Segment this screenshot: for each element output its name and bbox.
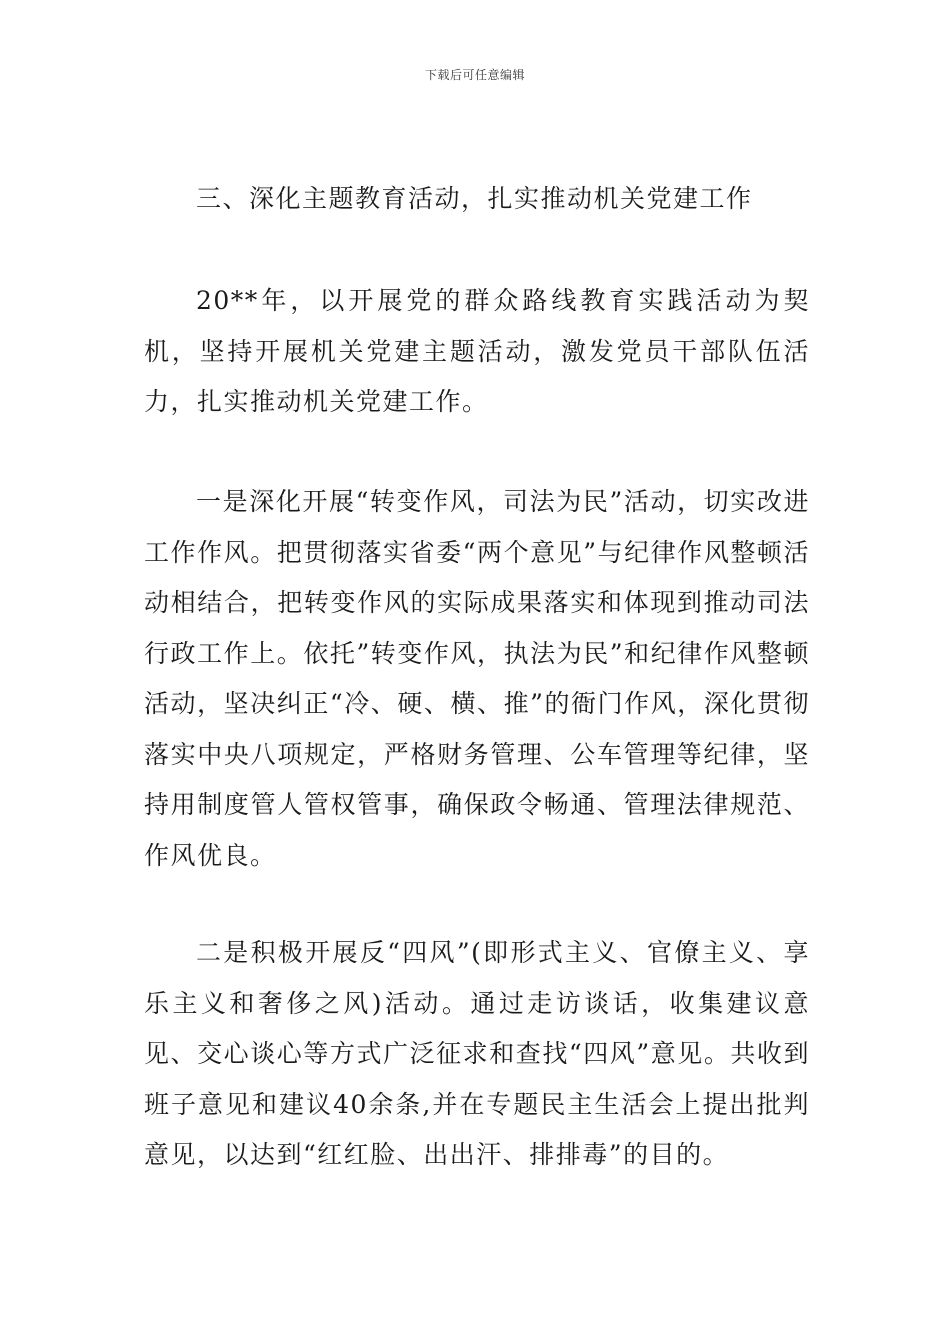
paragraph-item-two: 二是积极开展反“四风”(即形式主义、官僚主义、享乐主义和奢侈之风)活动。通过走访谈话，收集建议意见、交心谈心等方式广泛征求和查找“四风”意见。共收到班子意见和建议40余条,并在专题民主生活会上提出批判意见，以达到“红红脸、出出汗、排排毒”的目的。: [144, 938, 810, 1169]
section-heading: 三、深化主题教育活动，扎实推动机关党建工作: [196, 184, 753, 213]
paragraph-intro: 20**年，以开展党的群众路线教育实践活动为契机，坚持开展机关党建主题活动，激发党员干部队伍活力，扎实推动机关党建工作。: [144, 286, 810, 416]
paragraph-item-one: 一是深化开展“转变作风，司法为民”活动，切实改进工作作风。把贯彻落实省委“两个意见”与纪律作风整顿活动相结合，把转变作风的实际成果落实和体现到推动司法行政工作上。依托”转变作风，执法为民”和纪律作风整顿活动，坚决纠正“冷、硬、横、推”的衙门作风，深化贯彻落实中央八项规定，严格财务管理、公车管理等纪律，坚持用制度管人管权管事，确保政令畅通、管理法律规范、作风优良。: [144, 487, 810, 870]
header-note: 下载后可任意编辑: [424, 68, 525, 82]
